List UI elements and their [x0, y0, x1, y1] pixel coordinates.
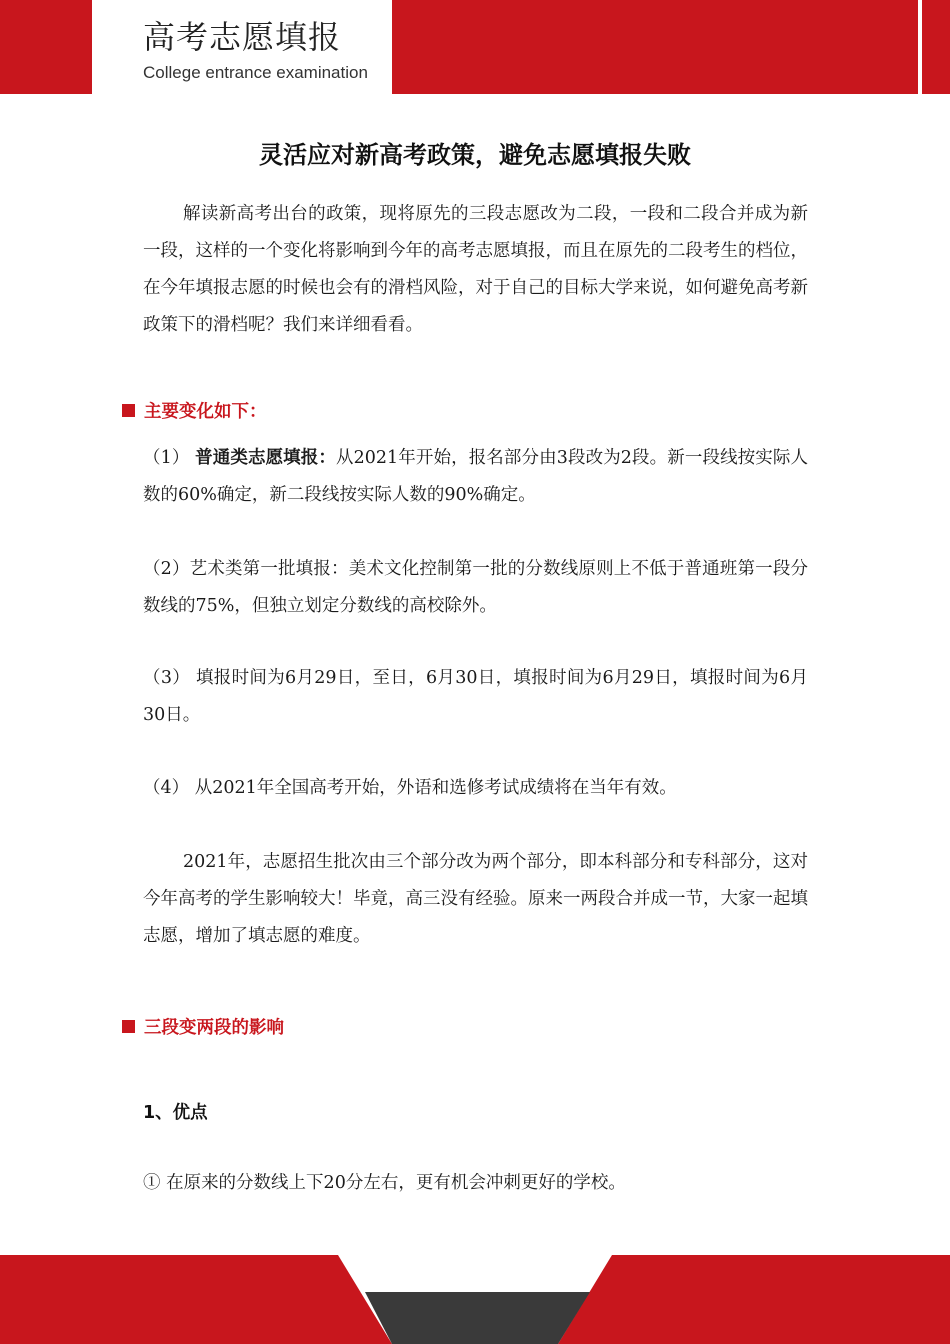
- footer-center-dark-shape: [365, 1292, 590, 1344]
- advantage-point-1: ① 在原来的分数线上下20分左右，更有机会冲刺更好的学校。: [143, 1173, 626, 1193]
- change-item-2: （2）艺术类第一批填报：美术文化控制第一批的分数线原则上不低于普通班第一段分数线的75%，但独立划定分数线的高校除外。: [143, 559, 808, 616]
- header-subtitle: College entrance examination: [143, 63, 368, 82]
- change-item-3: （3） 填报时间为6月29日，至日，6月30日，填报时间为6月29日，填报时间为6月30日。: [143, 668, 808, 725]
- square-bullet-icon: [122, 1020, 135, 1033]
- section-heading-main-changes: [122, 398, 267, 423]
- square-bullet-icon: [122, 404, 135, 417]
- footer-decoration: [0, 1250, 950, 1344]
- summary-paragraph: 2021年，志愿招生批次由三个部分改为两个部分，即本科部分和专科部分，这对今年高考的学生影响较大！毕竟，高三没有经验。原来一两段合并成一节，大家一起填志愿，增加了填志愿的难度。: [143, 852, 808, 946]
- intro-paragraph: 解读新高考出台的政策，现将原先的三段志愿改为二段，一段和二段合并成为新一段，这样的一个变化将影响到今年的高考志愿填报，而且在原先的二段考生的档位，在今年填报志愿的时候也会有的滑档风险，对于自己的目标大学来说，如何避免高考新政策下的滑档呢？我们来详细看看。: [143, 204, 808, 335]
- change-item-4: （4） 从2021年全国高考开始，外语和选修考试成绩将在当年有效。: [143, 778, 677, 798]
- section-heading-label: 三段变两段的影响: [144, 1018, 284, 1038]
- change-item-1-text: 从2021年开始，报名部分由3段改为2段。新一段线按实际人数的60%确定，新二段线按实际人数的90%确定。: [143, 448, 809, 505]
- section-heading-label: 主要变化如下：: [144, 402, 267, 422]
- change-item-1-lead: 普通类志愿填报：: [195, 448, 337, 468]
- sub-heading-advantages: 1、优点: [143, 1103, 208, 1123]
- document-title: 灵活应对新高考政策，避免志愿填报失败: [259, 141, 691, 169]
- change-item-1: [143, 440, 808, 514]
- section-heading-impact: [122, 1014, 284, 1039]
- header-right-bar: [392, 0, 918, 94]
- footer-left-red-shape: [0, 1255, 392, 1344]
- footer-right-red-shape: [558, 1255, 950, 1344]
- header-right-edge-bar: [922, 0, 950, 94]
- change-item-1-prefix: （1）: [143, 448, 196, 468]
- header-left-bar: [0, 0, 92, 94]
- header-title: 高考志愿填报: [143, 18, 342, 56]
